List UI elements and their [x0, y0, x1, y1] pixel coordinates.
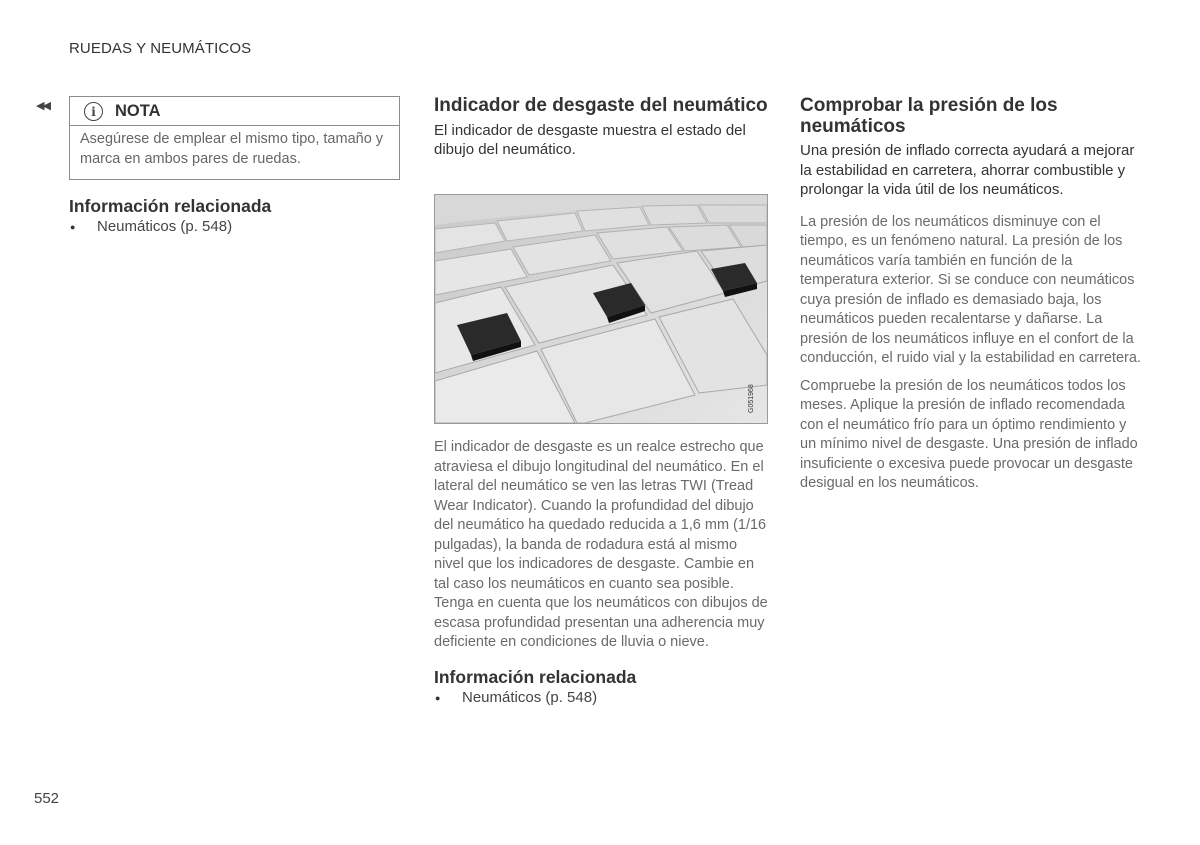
- related-info-list: [69, 217, 400, 237]
- note-header: [70, 97, 399, 126]
- related-link-neumaticos-2[interactable]: ● Neumáticos (p. 548): [434, 688, 768, 708]
- note-title: NOTA: [115, 102, 161, 120]
- middle-column-body: [434, 438, 768, 708]
- pressure-title: Comprobar la presión de los neumáticos: [800, 95, 1058, 137]
- left-column: [69, 96, 400, 237]
- related-link-neumaticos[interactable]: ● Neumáticos (p. 548): [69, 217, 400, 237]
- note-text: Asegúrese de emplear el mismo tipo, tamaño y marca en ambos pares de ruedas.: [80, 131, 384, 167]
- back-arrows-icon[interactable]: ◀◀: [36, 100, 49, 112]
- middle-column: [434, 96, 768, 160]
- note-box: [69, 96, 400, 180]
- related-info-list-2: [434, 688, 768, 708]
- wear-indicator-body: El indicador de desgaste es un realce estrecho que atraviesa el dibujo longitudinal del neumático. En el lateral del neumático se ven las letras TWI (Tread Wear Indicator). Cuando la profundidad del dibujo del neumático ha quedado reducida a 1,6 mm (1/16 pulgadas), la banda de rodadura está al mismo nivel que los indicadores de desgaste. Cambie en tal caso los neumáticos en cuanto sea posible. Tenga en cuenta que los neumáticos con dibujos de escasa profundidad presentan una adherencia muy deficiente en condiciones de lluvia o nieve.: [434, 439, 768, 650]
- info-icon: i: [84, 102, 103, 121]
- related-info-heading: Información relacionada: [69, 196, 272, 216]
- figure-code: G051968: [748, 384, 755, 413]
- tire-tread-illustration: [434, 194, 768, 424]
- related-info-heading-2: Información relacionada: [434, 666, 637, 687]
- wear-indicator-lead: El indicador de desgaste muestra el estado del dibujo del neumático.: [434, 121, 746, 158]
- page-number: 552: [34, 790, 60, 807]
- tire-tread-drawing: [435, 195, 767, 423]
- pressure-paragraph-2: Compruebe la presión de los neumáticos todos los meses. Aplique la presión de inflado recomendada con el neumático frío para un óptimo rendimiento y un mínimo nivel de desgaste. Una presión de inflado insuficiente o excesiva puede provocar un desgaste desigual en los neumáticos.: [800, 377, 1138, 491]
- right-column: [800, 96, 1143, 494]
- pressure-lead: Una presión de inflado correcta ayudará a mejorar la estabilidad en carretera, ahorrar combustible y prolongar la vida útil de los neumáticos.: [800, 142, 1135, 198]
- pressure-paragraph-1: La presión de los neumáticos disminuye con el tiempo, es un fenómeno natural. La presión de los neumáticos varía también en función de la temperatura exterior. Si se conduce con neumáticos cuya presión de inflado es demasiado baja, los neumáticos pueden recalentarse y dañarse. La presión de los neumáticos influye en el confort de la conducción, el ruido vial y la estabilidad en carretera.: [800, 213, 1141, 366]
- wear-indicator-title: Indicador de desgaste del neumático: [434, 95, 768, 116]
- running-header: RUEDAS Y NEUMÁTICOS: [69, 40, 252, 57]
